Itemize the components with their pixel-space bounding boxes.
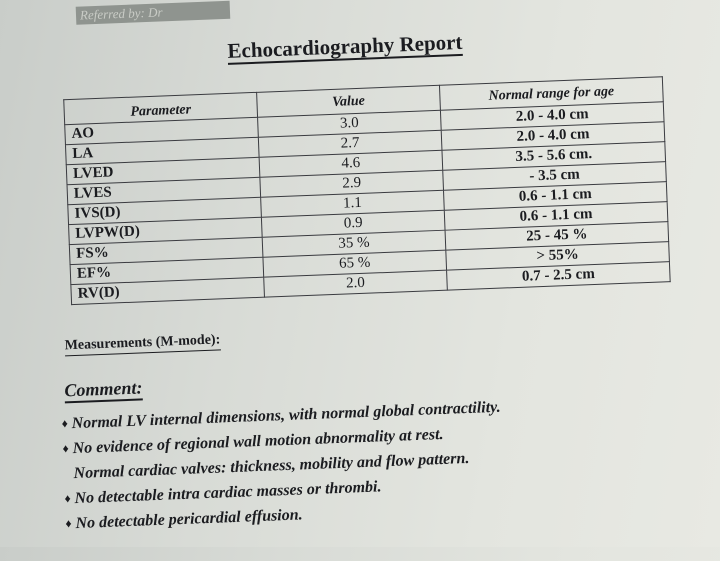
comment-text: No detectable intra cardiac masses or thrombi.: [74, 478, 382, 508]
comment-text: No evidence of regional wall motion abnormality at rest.: [72, 425, 444, 458]
column-header-value: Value: [257, 85, 441, 117]
parameter-cell: AO: [65, 117, 259, 144]
parameter-cell: EF%: [70, 257, 264, 284]
comment-list: [61, 395, 505, 537]
value-cell: 65 %: [263, 250, 447, 277]
diamond-bullet-icon: ♦: [65, 516, 72, 531]
range-cell: 0.6 - 1.1 cm: [444, 202, 668, 231]
measurements-table: [63, 76, 670, 305]
diamond-bullet-icon: ♦: [62, 441, 70, 456]
value-cell: 2.7: [258, 130, 442, 157]
comment-heading: Comment:: [64, 376, 143, 403]
value-cell: 3.0: [258, 110, 442, 137]
comment-text: No detectable pericardial effusion.: [75, 506, 303, 533]
parameter-cell: IVS(D): [68, 197, 262, 224]
measurements-label: Measurements (M-mode):: [64, 331, 220, 356]
diamond-bullet-icon: ♦: [61, 416, 69, 431]
column-header-parameter: Parameter: [64, 92, 258, 124]
range-cell: 0.6 - 1.1 cm: [443, 182, 667, 211]
range-cell: - 3.5 cm: [443, 162, 667, 191]
range-cell: 25 - 45 %: [445, 222, 669, 251]
value-cell: 0.9: [261, 210, 445, 237]
parameter-cell: RV(D): [71, 277, 265, 304]
value-cell: 1.1: [261, 190, 445, 217]
value-cell: 2.0: [264, 270, 448, 297]
parameter-cell: FS%: [69, 237, 263, 264]
value-cell: 35 %: [262, 230, 446, 257]
range-cell: > 55%: [446, 242, 670, 271]
value-cell: 4.6: [259, 150, 443, 177]
range-cell: 0.7 - 2.5 cm: [447, 262, 671, 291]
comment-text: Normal cardiac valves: thickness, mobility and flow pattern.: [73, 449, 470, 483]
range-cell: 3.5 - 5.6 cm.: [442, 142, 666, 171]
range-cell: 2.0 - 4.0 cm: [441, 122, 665, 151]
parameter-cell: LA: [65, 137, 259, 164]
diamond-bullet-icon: ♦: [64, 491, 71, 506]
value-cell: 2.9: [260, 170, 444, 197]
report-title: Echocardiography Report: [227, 29, 463, 63]
comment-text: Normal LV internal dimensions, with normal global contractility.: [71, 398, 501, 433]
parameter-cell: LVPW(D): [69, 217, 263, 244]
column-header-range: Normal range for age: [439, 77, 663, 111]
parameter-cell: LVES: [67, 177, 261, 204]
referred-by-fragment: Referred by: Dr: [76, 1, 231, 25]
range-cell: 2.0 - 4.0 cm: [440, 102, 664, 131]
parameter-cell: LVED: [66, 157, 260, 184]
